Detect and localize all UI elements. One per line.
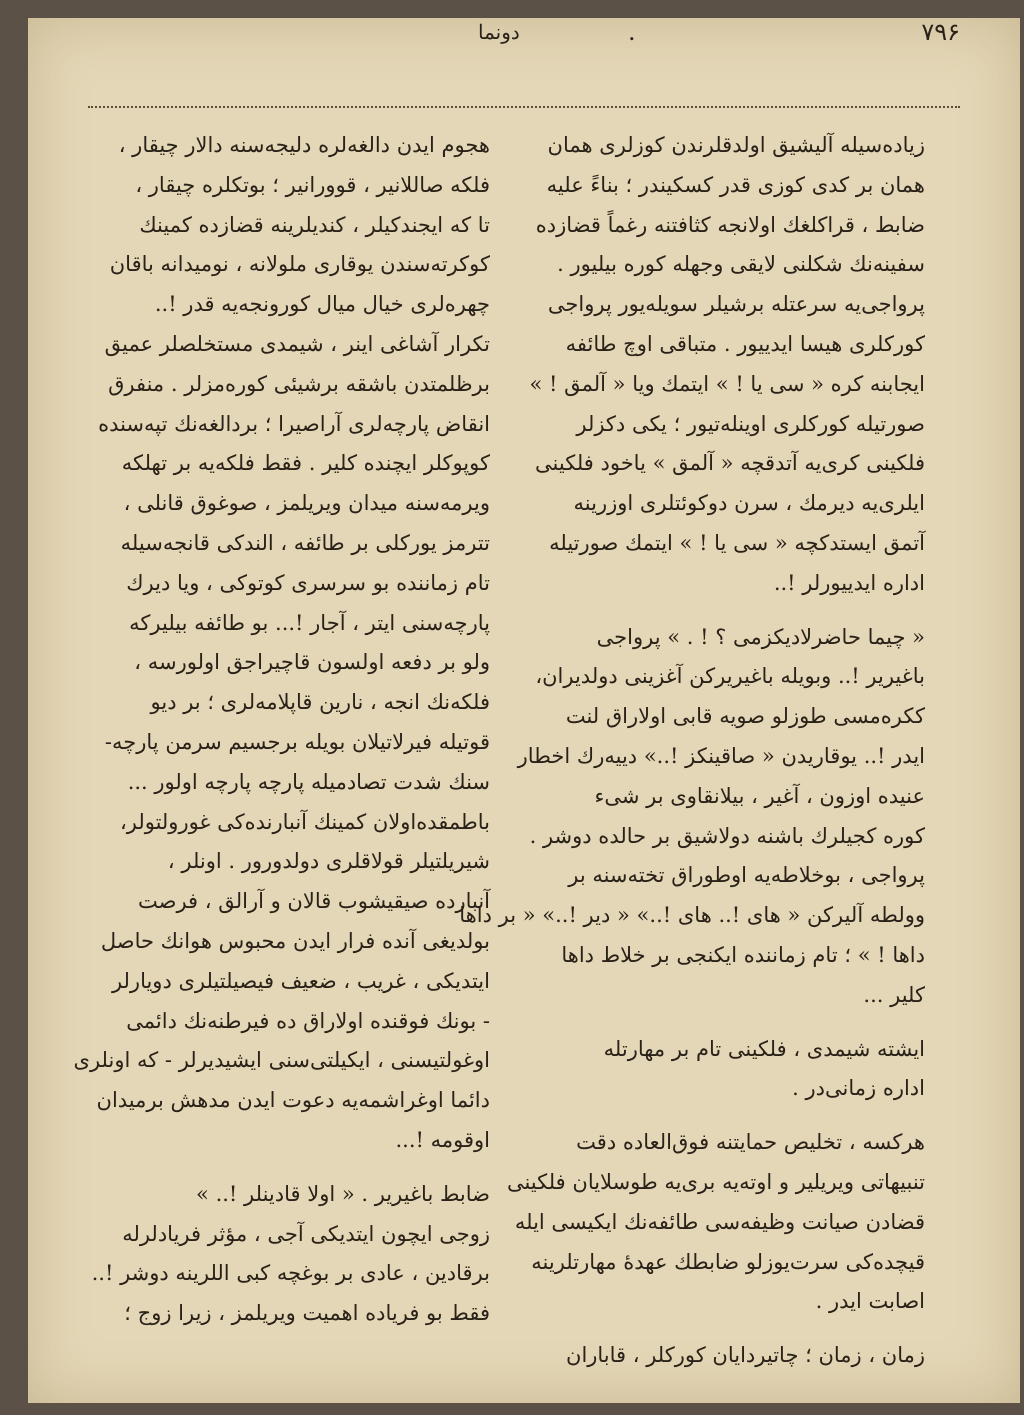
text-line: پارچه‌سنی ایتر ، آجار !... بو طائفه بیلیرکه — [129, 610, 490, 635]
paragraph-gap — [543, 1016, 925, 1030]
text-line: زمان ، زمان ؛ چاتیردایان کورکلر ، قاباران — [566, 1343, 925, 1368]
page-header — [88, 70, 960, 104]
text-line: تکرار آشاغی اینر ، شیمدی مستخلصلر عمیق — [104, 331, 490, 356]
text-line: ایجابنه کره « سی یا ! » ایتمك ویا « آلمق ! » — [529, 371, 925, 396]
text-line: تترمز یورکلی بر طائفه ، الندکی قانجه‌سیله — [120, 530, 490, 555]
text-line: قوتیله فیرلاتیلان بویله برجسیم سرمن پارچه- — [104, 729, 490, 754]
text-line: - بونك فوقنده اولاراق ده فیرطنه‌نك دائمی — [126, 1008, 490, 1033]
paragraph-gap — [543, 1322, 925, 1336]
text-line: اوغولتیسنی ، ایکیلتی‌سنی ایشیدیرلر - که اونلری — [73, 1048, 490, 1073]
text-line: ایشته شیمدی ، فلکینی تام بر مهارتله — [603, 1036, 925, 1061]
page-number: ۷۹۶ — [921, 18, 960, 46]
text-line: همان بر کدی کوزی قدر کسکیندر ؛ بناءً علیه — [546, 172, 925, 197]
text-line: سنك شدت تصادمیله پارچه پارچه اولور ... — [127, 769, 490, 794]
left-text-column — [73, 126, 490, 1334]
text-line: پرواجی‌یه سرعتله برشیلر سویله‌یور پرواجی — [547, 292, 925, 317]
text-line: وولطه آلیرکن « های !.. های !..» « دیر !..» « بر داها — [459, 903, 925, 928]
book-page — [28, 18, 1020, 1403]
text-line: اداره زمانی‌در . — [792, 1076, 925, 1101]
text-line: عنیده اوزون ، آغیر ، بیلانقاوی بر شی‌ء — [594, 783, 925, 808]
text-line: سفینه‌نك شکلنی لایقی وجهله کوره بیلیور . — [557, 252, 925, 277]
text-line: انقاض پارچه‌لری آراصیرا ؛ بردالغه‌نك تپه‌سنده — [98, 411, 490, 436]
text-line: ضابط باغیریر . « اولا قادینلر !.. » — [196, 1181, 490, 1206]
text-line: ضابط ، قراکلغك اولانجه کثافتنه رغماً قضازده — [535, 212, 925, 237]
text-line: هرکسه ، تخلیص حمایتنه فوق‌العاده دقت — [576, 1130, 925, 1155]
text-line: داها ! » ؛ تام زماننده ایکنجی بر خلاط داها — [561, 942, 925, 967]
text-line: هجوم ایدن دالغه‌لره دلیجه‌سنه دالار چیقار ، — [118, 133, 490, 157]
text-line: اصابت ایدر . — [815, 1289, 925, 1314]
text-line: باطمقده‌اولان کمینك آنبارنده‌کی غورولتولر، — [119, 809, 490, 834]
text-line: فقط بو فریاده اهمیت ویریلمز ، زیرا زوج ؛ — [124, 1301, 490, 1326]
text-line: پرواجی ، بوخلاطه‌یه اوطوراق تخته‌سنه بر — [568, 863, 925, 888]
text-line: کوره کجیلرك باشنه دولاشیق بر حالده دوشر . — [529, 823, 925, 848]
text-line: قضادن صیانت وظیفه‌سی طائفه‌نك ایکیسی ایله — [514, 1209, 925, 1234]
text-line: ایدر !.. یوقاریدن « صاقینکز !..» دییه‌رك اخطار — [517, 743, 925, 768]
text-line: زیاده‌سیله آلیشیق اولدقلرندن کوزلری همان — [547, 133, 925, 157]
text-line: برظلمتدن باشقه برشیئی کوره‌مزلر . منفرق — [108, 371, 490, 396]
text-line: ویرمه‌سنه میدان ویریلمز ، صوغوق قانلی ، — [123, 491, 490, 516]
text-line: تام زماننده بو سرسری کوتوکی ، ویا دیرك — [126, 570, 490, 595]
text-line: « چیما حاضرلادیکزمی ؟ ! . » پرواجی — [596, 624, 925, 649]
paragraph-gap — [543, 604, 925, 618]
text-line: زوجی ایچون ایتدیکی آجی ، مؤثر فریادلرله — [122, 1221, 490, 1246]
header-separator: . — [628, 18, 636, 46]
text-line: چهره‌لری خیال میال کورونجه‌یه قدر !.. — [154, 292, 490, 317]
running-title: دونما — [478, 20, 520, 44]
text-line: ولو بر دفعه اولسون قاچیراجق اولورسه ، — [134, 650, 490, 675]
text-line: اوقومه !... — [395, 1127, 490, 1152]
text-line: دائما اوغراشمه‌یه دعوت ایدن مدهش برمیدان — [96, 1088, 490, 1113]
text-line: آنبارده صیقیشوب قالان و آرالق ، فرصت — [138, 889, 490, 914]
text-line: ایتدیکی ، غریب ، ضعیف فیصیلتیلری دویارلر — [111, 968, 490, 993]
text-line: فلکه‌نك انجه ، نارین قاپلامه‌لری ؛ بر دیو — [150, 690, 490, 715]
text-line: کورکلری هیسا ایدییور . متباقی اوچ طائفه — [565, 331, 925, 356]
paragraph-gap — [108, 1161, 490, 1175]
text-line: صورتیله کورکلری اوینله‌تیور ؛ یکی دکزلر — [576, 411, 925, 436]
text-line: ایلری‌یه دیرمك ، سرن دوکوئتلری اوزرینه — [573, 491, 925, 516]
text-line: فلکه صاللانیر ، قوورانیر ؛ بوتکلره چیقار ، — [135, 172, 490, 197]
text-line: قیچده‌کی سرت‌یوزلو ضابطك عهدهٔ مهارتلرینه — [531, 1249, 925, 1274]
text-line: بولدیغی آنده فرار ایدن محبوس هوانك حاصل — [100, 928, 490, 953]
text-line: آتمق ایستدکچه « سی یا ! » ایتمك صورتیله — [549, 530, 925, 555]
text-line: شیریلتیلر قولاقلری دولدورور . اونلر ، — [167, 849, 490, 874]
text-line: کوکرته‌سندن یوقاری ملولانه ، نومیدانه باقان — [109, 252, 490, 277]
text-line: کوپوکلر ایچنده کلیر . فقط فلکه‌یه بر تهلکه — [121, 451, 490, 476]
text-line: کلیر ... — [863, 982, 925, 1007]
text-line: فلکینی کری‌یه آتدقچه « آلمق » یاخود فلکینی — [535, 451, 925, 476]
text-line: باغیریر !.. وبویله باغیریرکن آغزینی دولدیران، — [535, 664, 925, 689]
text-line: تا که ایجندکیلر ، کندیلرینه قضازده کمینك — [139, 212, 490, 237]
text-line: تنبیهاتی ویریلیر و اوته‌یه‌ بری‌یه طوسلایان فلکینی — [506, 1169, 925, 1194]
header-rule — [88, 106, 960, 108]
text-line: برقادین ، عادی بر بوغچه کبی اللرینه دوشر !.. — [91, 1261, 490, 1286]
paragraph-gap — [543, 1109, 925, 1123]
text-line: اداره ایدییورلر !.. — [773, 570, 925, 595]
text-line: ککره‌مسی طوزلو صویه قابی اولاراق لنت — [565, 704, 925, 729]
right-text-column — [459, 126, 925, 1376]
